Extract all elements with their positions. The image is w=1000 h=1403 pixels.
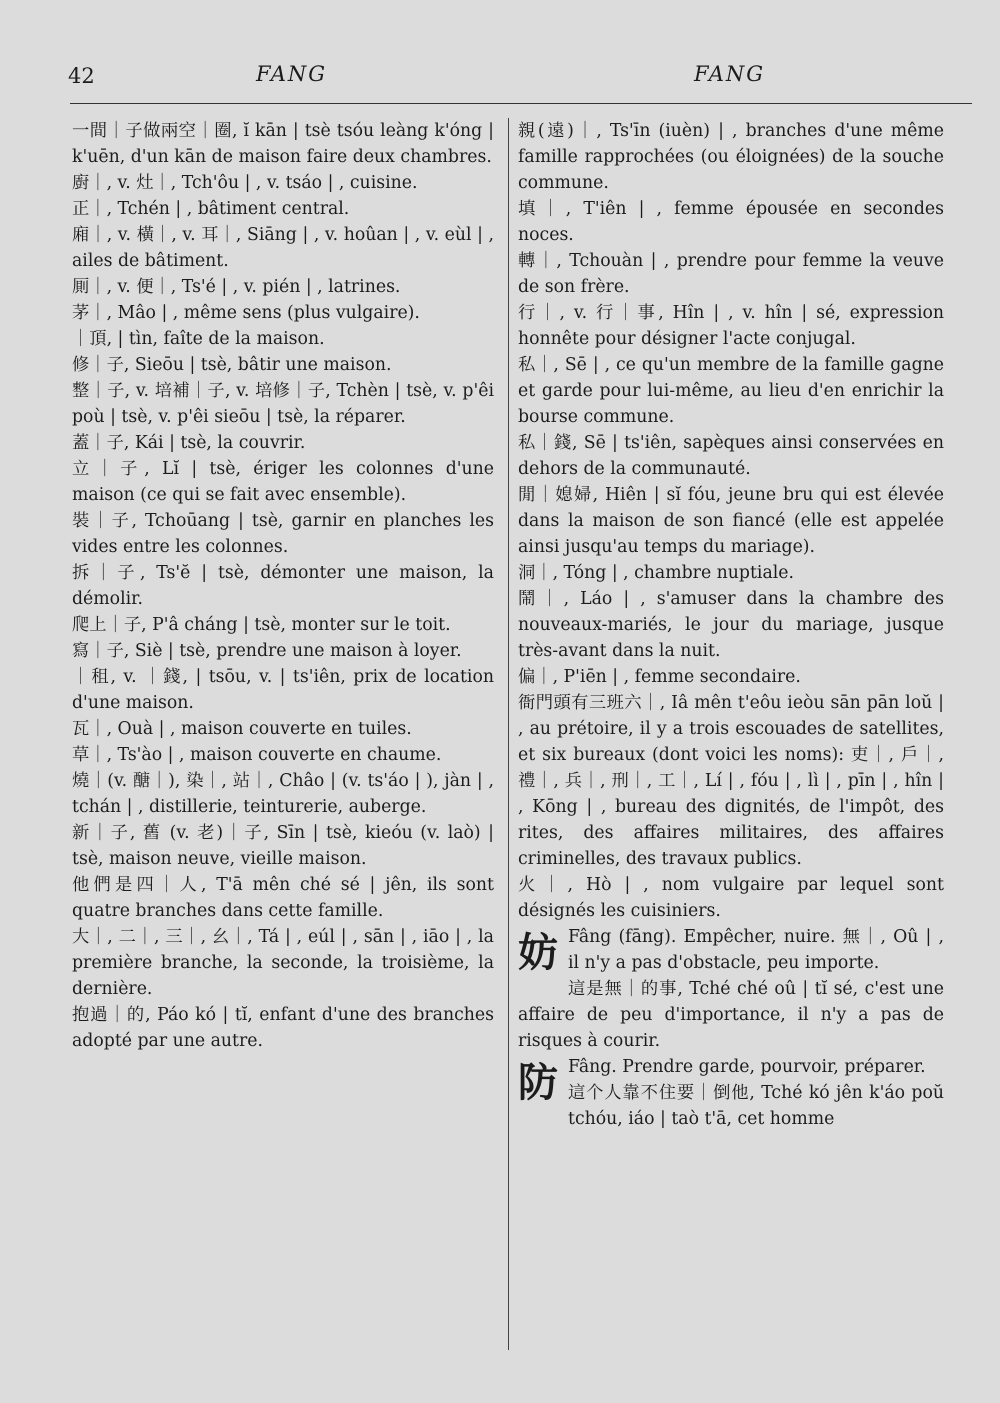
entry: 火｜, Hò | , nom vulgaire par lequel sont désignés les cuisiniers. [518, 875, 944, 921]
entry: 修｜子, Sieōu | tsè, bâtir une maison. [72, 355, 392, 375]
entry: 洞｜, Tóng | , chambre nuptiale. [518, 563, 795, 583]
entry: 私｜錢, Sē | ts'iên, sapèques ainsi conservées en dehors de la communauté. [518, 433, 944, 479]
entry: 大｜, 二｜, 三｜, 幺｜, Tá | , eúl | , sān | , iāo | , la première branche, la seconde, la troisième, la dernière. [72, 927, 494, 999]
entry: 正｜, Tchén | , bâtiment central. [72, 199, 350, 219]
column-divider [508, 118, 509, 1350]
entry: 行｜, v. 行｜事, Hîn | , v. hîn | sé, expression honnête pour désigner l'acte conjugal. [518, 303, 944, 349]
entry: 這个人靠不住要｜倒他, Tché kó jên k'áo poŭ tchóu, iáo | taò t'ā, cet homme [568, 1083, 944, 1129]
headword-char: 防 [518, 1059, 558, 1106]
page-header [0, 62, 1000, 92]
running-head-right: FANG [694, 62, 766, 86]
headword-definition: Fâng (fāng). Empêcher, nuire. 無｜, Oû | , il n'y a pas d'obstacle, peu importe. [568, 927, 944, 973]
entry: 廚｜, v. 灶｜, Tch'ôu | , v. tsáo | , cuisine. [72, 173, 418, 193]
entry: ｜頂, | tìn, faîte de la maison. [72, 329, 325, 349]
entry: 燒｜(v. 醣｜), 染｜, 站｜, Châo | (v. ts'áo | ), jàn | , tchán | , distillerie, teinturerie, auberge. [72, 771, 494, 817]
entry: 爬上｜子, P'â cháng | tsè, monter sur le toit. [72, 615, 451, 635]
entry: 立｜子, Lĭ | tsè, ériger les colonnes d'une maison (ce qui se fait avec ensemble). [72, 459, 494, 505]
entry: 廂｜, v. 橫｜, v. 耳｜, Siāng | , v. hoûan | , v. eùl | , ailes de bâtiment. [72, 225, 494, 271]
right-column [518, 118, 944, 1132]
entry: 這是無｜的事, Tché ché oû | tĭ sé, c'est une affaire de peu d'importance, il n'y a pas de risques à courir. [518, 979, 944, 1051]
entry: 茅｜, Mâo | , même sens (plus vulgaire). [72, 303, 420, 323]
entry: ｜租, v. ｜錢, | tsōu, v. | ts'iên, prix de location d'une maison. [72, 667, 494, 713]
entry: 他們是四｜人, T'ā mên ché sé | jên, ils sont quatre branches dans cette famille. [72, 875, 494, 921]
entry: 偏｜, P'iēn | , femme secondaire. [518, 667, 801, 687]
entry: 親(遠)｜, Ts'īn (iuèn) | , branches d'une même famille rapprochées (ou éloignées) de la souche commune. [518, 121, 944, 193]
entry: 填｜, T'iên | , femme épousée en secondes noces. [518, 199, 944, 245]
entry: 閒｜媳婦, Hiên | sĭ fóu, jeune bru qui est élevée dans la maison de son fiancé (elle est appelée ainsi jusqu'au temps du mariage). [518, 485, 944, 557]
entry: 私｜, Sē | , ce qu'un membre de la famille gagne et garde pour lui-même, au lieu d'en enrichir la bourse commune. [518, 355, 944, 427]
entry: 拆｜子, Ts'ĕ | tsè, démonter une maison, la démolir. [72, 563, 494, 609]
entry: 蓋｜子, Kái | tsè, la couvrir. [72, 433, 306, 453]
entry: 新｜子, 舊 (v. 老)｜子, Sīn | tsè, kieóu (v. laò) | tsè, maison neuve, vieille maison. [72, 823, 494, 869]
entry: 裝｜子, Tchoūang | tsè, garnir en planches les vides entre les colonnes. [72, 511, 494, 557]
entry: 草｜, Ts'ào | , maison couverte en chaume. [72, 745, 442, 765]
entry: 一間｜子做兩空｜圈, ĭ kān | tsè tsóu leàng k'óng | k'uēn, d'un kān de maison faire deux chambres. [72, 121, 494, 167]
entry: 衙門頭有三班六｜, Iâ mên t'eôu ieòu sān pān loŭ | , au prétoire, il y a trois escouades de satellites, et six bureaux (dont voici les noms): 吏｜, 戶｜, 禮｜, 兵｜, 刑｜, 工｜, Lí | , fóu | , lì | , pīn | , hîn | , Kōng | , bureau des dignités, de l'impôt, des rites, des affaires militaires, des affaires criminelles, des travaux publics. [518, 693, 944, 869]
headword-definition: Fâng. Prendre garde, pourvoir, préparer. [568, 1057, 926, 1077]
headword-block-fang1 [518, 924, 944, 976]
entry: 瓦｜, Ouà | , maison couverte en tuiles. [72, 719, 412, 739]
entry: 抱過｜的, Páo kó | tĭ, enfant d'une des branches adopté par une autre. [72, 1005, 494, 1051]
running-head-left: FANG [256, 62, 328, 86]
entry: 轉｜, Tchouàn | , prendre pour femme la veuve de son frère. [518, 251, 944, 297]
header-rule [70, 103, 972, 104]
entry: 整｜子, v. 培補｜子, v. 培修｜子, Tchèn | tsè, v. p'êi poù | tsè, v. p'êi sieōu | tsè, la réparer. [72, 381, 494, 427]
entry: 厠｜, v. 便｜, Ts'é | , v. pién | , latrines. [72, 277, 401, 297]
headword-char: 妨 [518, 929, 558, 976]
page-number: 42 [68, 64, 95, 88]
entry: 寫｜子, Siè | tsè, prendre une maison à loyer. [72, 641, 462, 661]
entry: 鬧｜, Láo | , s'amuser dans la chambre des nouveaux-mariés, le jour du mariage, jusque très-avant dans la nuit. [518, 589, 944, 661]
left-column [72, 118, 494, 1054]
